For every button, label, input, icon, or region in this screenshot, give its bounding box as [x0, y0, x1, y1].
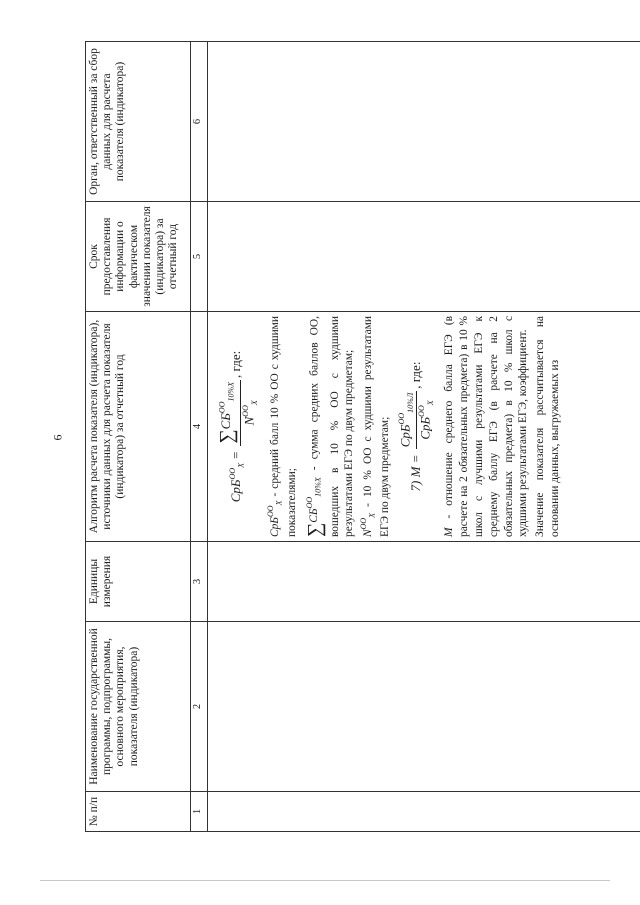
definition-average-score: СрБ$^{ОО}_Х$ - средний балл 10 % ОО с худшими показателями;	[266, 316, 298, 537]
cell-number	[208, 792, 640, 832]
definition-count: $N^{ОО}_Х - 10$ % ОО с худшими результатами ЕГЭ по двум предметам;	[359, 316, 391, 537]
table-row	[208, 42, 640, 832]
formula-fraction: $\sum СБ^{ОО}_{10\%Х}$ $N^{ОО}_Х$	[216, 381, 259, 444]
cell-name	[208, 622, 640, 792]
scan-edge-line	[40, 880, 610, 881]
header-row	[86, 42, 191, 832]
cell-responsible	[208, 42, 640, 202]
rotated-page-content	[85, 42, 640, 832]
page-number: 6	[50, 434, 65, 441]
col-num-5: 5	[191, 202, 208, 312]
col-num-4: 4	[191, 312, 208, 542]
header-number: № п/п	[86, 792, 191, 832]
cell-algorithm	[208, 312, 640, 542]
definition-sum-scores: $\sum СБ^{ОО}_{10\%Х}$ - сумма средних баллов ОО, вошедших в 10 % ОО с худшими результатами ЕГЭ по двум предметам;	[303, 316, 356, 537]
formula-ratio: 7) M = СрБ$^{ОО}_{10\%Л}$ СрБ$^{ОО}_Х$ , где:	[396, 361, 435, 492]
cell-deadline	[208, 202, 640, 312]
column-number-row	[191, 42, 208, 832]
indicator-table	[85, 41, 640, 832]
definition-ratio: M - отношение среднего балла ЕГЭ (в расчете на 2 обязательных предмета) в 10 % школ с лучшими результатами ЕГЭ к среднему баллу ЕГЭ (в расчете на 2 обязательных предмета) в 10 % школ с худшими результатами ЕГЭ, коэффициент.	[443, 316, 530, 537]
sum-symbol: ∑	[216, 429, 238, 444]
header-units: Единицы измерения	[86, 542, 191, 622]
formula-fraction: СрБ$^{ОО}_{10\%Л}$ СрБ$^{ОО}_Х$	[396, 392, 435, 448]
header-responsible: Орган, ответственный за сбор данных для расчета показателя (индикатора)	[86, 42, 191, 202]
sum-symbol: ∑	[303, 522, 326, 537]
header-algorithm: Алгоритм расчета показателя (индикатора), источники данных для расчета показателя (индикатора) за отчетный год	[86, 312, 191, 542]
header-deadline: Срок предоставления информации о фактическом значении показателя (индикатора) за отчетный год	[86, 202, 191, 312]
col-num-3: 3	[191, 542, 208, 622]
col-num-2: 2	[191, 622, 208, 792]
col-num-6: 6	[191, 42, 208, 202]
data-source-note: Значение показателя рассчитывается на основании данных, выгружаемых из	[534, 316, 561, 537]
cell-units	[208, 542, 640, 622]
formula-average-score: СрБ$^{ОО}_Х$ = $\sum СБ^{ОО}_{10\%Х}$ $N^{ОО}_Х$ , где:	[216, 350, 259, 503]
header-name: Наименование государственной программы, подпрограммы, основного мероприятия, показателя (индикатора)	[86, 622, 191, 792]
col-num-1: 1	[191, 792, 208, 832]
